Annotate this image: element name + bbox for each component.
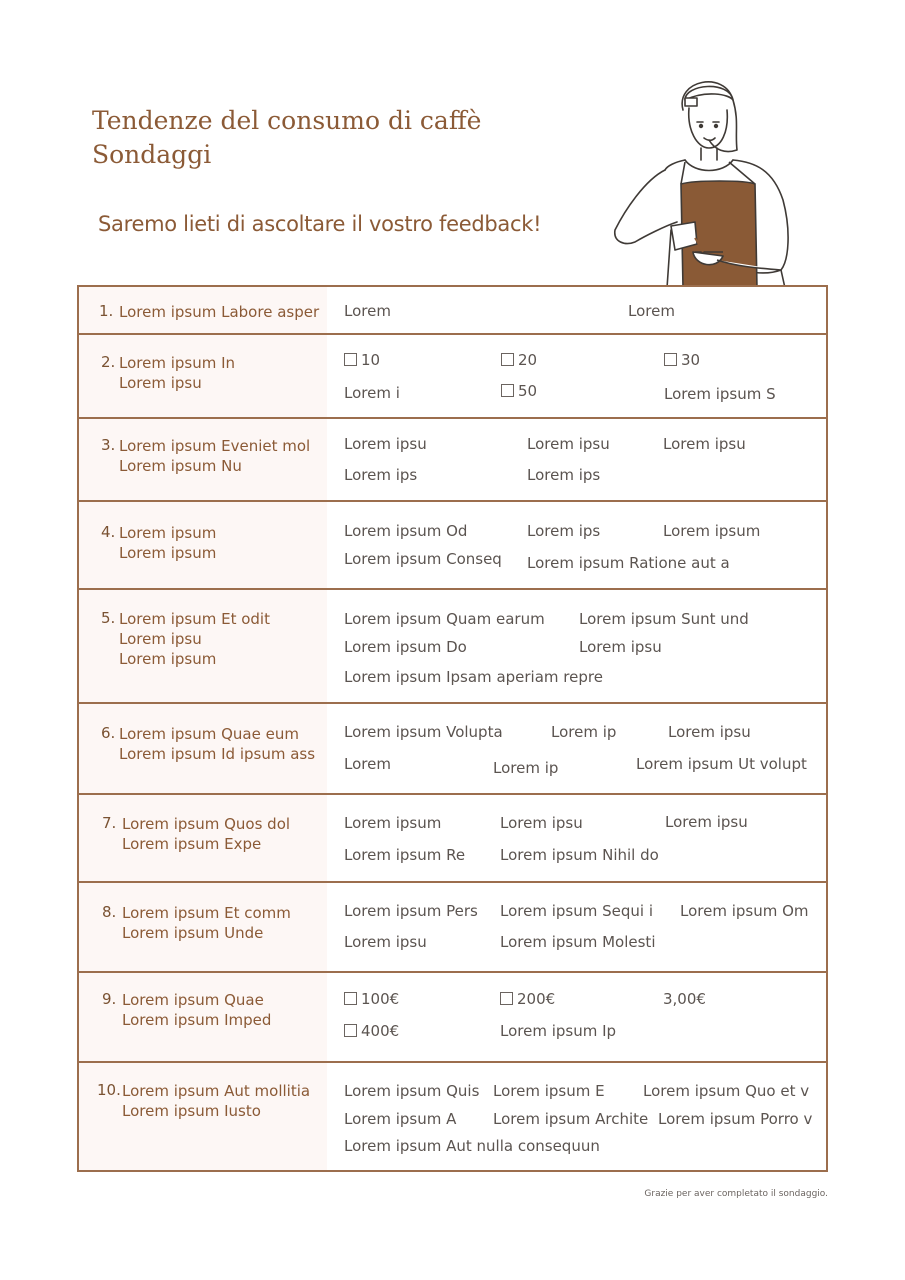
question-line: Lorem ipsum [119,650,217,668]
question-text [122,1081,310,1121]
option[interactable]: Lorem ipsum Conseq [344,550,502,568]
option-label: 400€ [361,1022,400,1040]
option[interactable]: Lorem ipsum Do [344,638,467,656]
checkbox[interactable] [664,353,677,366]
option[interactable]: Lorem ipsum Quam earum [344,610,545,628]
option[interactable]: Lorem ipsu [527,435,610,453]
option[interactable]: Lorem ip [493,759,559,777]
question-number: 3. [101,436,116,454]
question-text [119,436,310,476]
option[interactable]: Lorem ipsum S [664,385,776,403]
option-label: 10 [361,351,381,369]
option[interactable]: Lorem i [344,384,400,402]
option[interactable]: Lorem ipsum Pers [344,902,478,920]
option[interactable]: Lorem ipsu [668,723,751,741]
question-text [119,609,270,669]
question-line: Lorem ipsum Et odit [119,610,270,628]
option[interactable]: Lorem ipsu [665,813,748,831]
question-line: Lorem ipsum Unde [122,924,264,942]
question-line: Lorem ipsum Iusto [122,1102,261,1120]
option[interactable]: Lorem ipsum Od [344,522,468,540]
page-title [92,104,481,172]
question-line: Lorem ipsum [119,544,217,562]
option[interactable]: Lorem ipsum A [344,1110,457,1128]
option[interactable]: Lorem ipsu [579,638,662,656]
option[interactable]: Lorem ipsum Ut volupt [636,755,807,773]
checkbox-option[interactable] [344,990,399,1008]
question-line: Lorem ipsum Quae eum [119,725,299,743]
question-text [122,990,271,1030]
option[interactable]: 3,00€ [663,990,706,1008]
checkbox[interactable] [344,992,357,1005]
question-number: 8. [102,903,117,921]
question-line: Lorem ipsum Quae [122,991,264,1009]
checkbox-option[interactable] [344,1022,399,1040]
question-text [119,523,216,563]
question-line: Lorem ipsum [119,524,217,542]
feedback-subtitle: Saremo lieti di ascoltare il vostro feedback! [98,212,542,236]
question-row-9 [79,973,826,1063]
question-number: 6. [101,724,116,742]
option[interactable]: Lorem ipsum Porro v [658,1110,813,1128]
option[interactable]: Lorem ipsum Aut nulla consequun [344,1137,600,1155]
option-label: 50 [518,382,538,400]
checkbox-option[interactable] [501,382,537,400]
option[interactable]: Lorem ipsum Sequi i [500,902,653,920]
option[interactable]: Lorem ipsum Quis [344,1082,480,1100]
option[interactable]: Lorem ipsum Om [680,902,809,920]
question-text [122,903,291,943]
question-number: 7. [102,814,117,832]
option[interactable]: Lorem ipsu [344,435,427,453]
option[interactable]: Lorem ipsum [663,522,761,540]
question-row-7 [79,795,826,883]
option[interactable]: Lorem ip [551,723,617,741]
checkbox[interactable] [344,1024,357,1037]
option[interactable]: Lorem ips [527,466,601,484]
question-row-10 [79,1063,826,1170]
checkbox[interactable] [501,384,514,397]
barista-illustration [605,70,795,288]
question-line: Lorem ipsum Eveniet mol [119,437,311,455]
question-number: 2. [101,353,116,371]
question-line: Lorem ipsum Id ipsum ass [119,745,316,763]
checkbox[interactable] [344,353,357,366]
option[interactable]: Lorem ipsum Ip [500,1022,617,1040]
question-number: 4. [101,523,116,541]
question-line: Lorem ipsum Imped [122,1011,272,1029]
question-number: 9. [102,990,117,1008]
checkbox-option[interactable] [501,351,537,369]
question-text [122,814,290,854]
option-label: 200€ [517,990,556,1008]
question-line: Lorem ipsum Expe [122,835,262,853]
option[interactable]: Lorem ipsum Archite [493,1110,649,1128]
title-line-2: Sondaggi [92,140,212,169]
option[interactable]: Lorem ipsu [500,814,583,832]
question-line: Lorem ipsum Labore asper [119,303,320,321]
question-line: Lorem ipsum In [119,354,236,372]
question-row-6 [79,704,826,795]
question-row-4 [79,502,826,590]
question-line: Lorem ipsu [119,630,202,648]
question-number: 5. [101,609,116,627]
option[interactable]: Lorem ipsum E [493,1082,605,1100]
question-row-5 [79,590,826,704]
question-number: 1. [99,302,114,320]
option[interactable]: Lorem ipsu [663,435,746,453]
checkbox-option[interactable] [500,990,555,1008]
question-row-2 [79,335,826,419]
checkbox-option[interactable] [344,351,380,369]
question-line: Lorem ipsum Et comm [122,904,291,922]
checkbox[interactable] [500,992,513,1005]
option[interactable]: Lorem ipsum Re [344,846,466,864]
option[interactable]: Lorem ipsum Ipsam aperiam repre [344,668,603,686]
option[interactable]: Lorem [628,302,675,320]
survey-table [77,285,828,1172]
option-label: 30 [681,351,701,369]
option-label: 20 [518,351,538,369]
option[interactable]: Lorem ipsum Quo et v [643,1082,810,1100]
option-label: 100€ [361,990,400,1008]
question-text [119,724,315,764]
question-line: Lorem ipsum Nu [119,457,242,475]
option[interactable]: Lorem ipsum Ratione aut a [527,554,730,572]
question-text [119,353,235,393]
checkbox-option[interactable] [664,351,700,369]
option[interactable]: Lorem [344,302,391,320]
option[interactable]: Lorem ipsu [344,933,427,951]
option[interactable]: Lorem ips [527,522,601,540]
option[interactable]: Lorem ipsum Molesti [500,933,656,951]
option[interactable]: Lorem ipsum Nihil do [500,846,659,864]
question-row-1 [79,287,826,335]
question-number: 10. [97,1081,121,1099]
question-text [119,302,319,322]
question-line: Lorem ipsu [119,374,202,392]
question-line: Lorem ipsum Quos dol [122,815,291,833]
question-row-3 [79,419,826,502]
option[interactable]: Lorem ipsum Volupta [344,723,503,741]
option[interactable]: Lorem ips [344,466,418,484]
checkbox[interactable] [501,353,514,366]
question-row-8 [79,883,826,973]
footer-note: Grazie per aver completato il sondaggio. [644,1189,828,1199]
title-line-1: Tendenze del consumo di caffè [92,106,482,135]
question-line: Lorem ipsum Aut mollitia [122,1082,311,1100]
option[interactable]: Lorem [344,755,391,773]
option[interactable]: Lorem ipsum Sunt und [579,610,749,628]
option[interactable]: Lorem ipsum [344,814,442,832]
